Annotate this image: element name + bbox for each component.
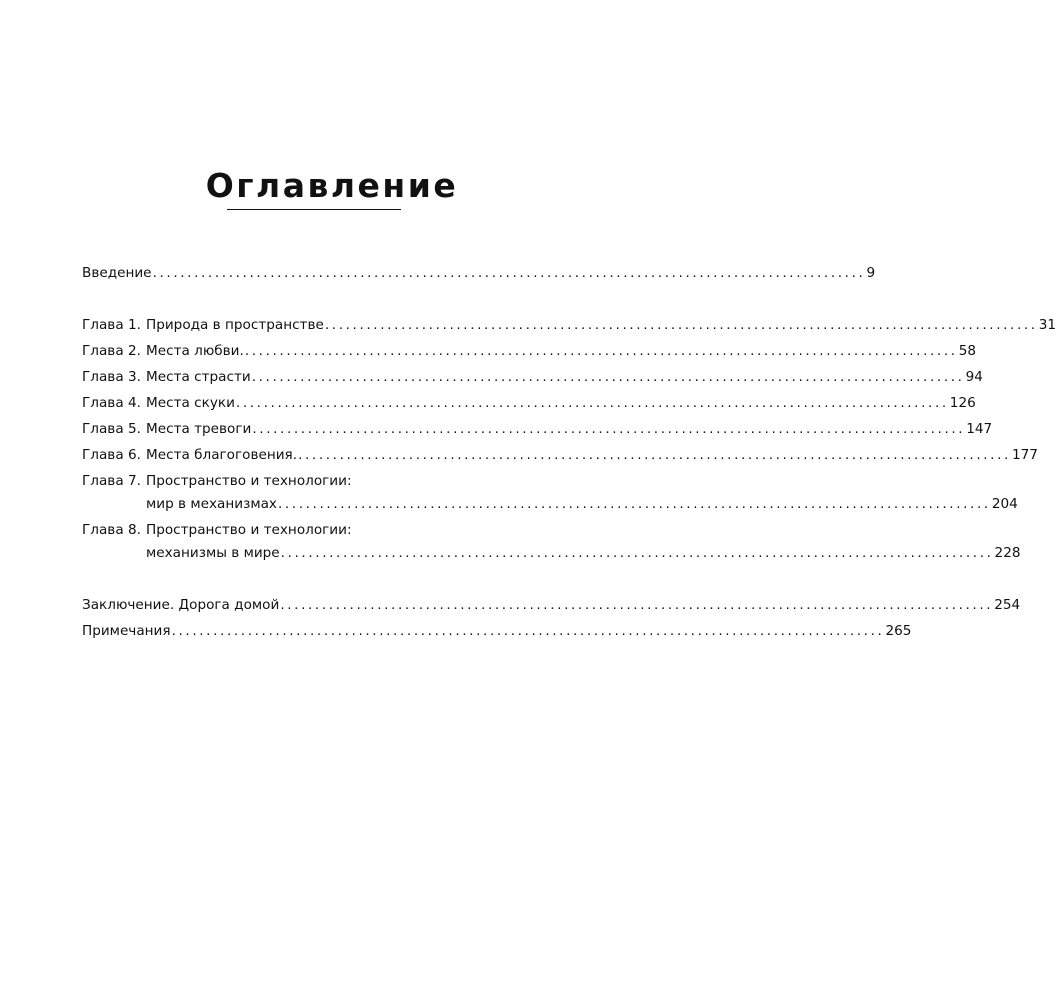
toc-entry-title: мир в механизмах xyxy=(146,496,277,512)
toc-entry-title: Примечания xyxy=(82,623,171,639)
toc-line xyxy=(146,519,544,542)
toc-page-number: 254 xyxy=(994,597,1021,613)
toc-entry-chapter-1[interactable] xyxy=(82,314,1056,337)
page-title: Оглавление xyxy=(205,166,459,205)
toc-line xyxy=(146,542,1021,565)
dot-leader: ....................................................................................................... xyxy=(152,265,866,281)
toc-entry-introduction[interactable] xyxy=(82,262,876,285)
title-underline xyxy=(227,209,401,210)
toc-entry-notes[interactable] xyxy=(82,620,912,643)
toc-page-number: 147 xyxy=(966,421,993,437)
toc-entry-chapter-8[interactable] xyxy=(82,519,1021,565)
toc-chapter-label: Глава 7. xyxy=(82,473,141,489)
toc-chapter-label: Глава 1. xyxy=(82,317,141,333)
toc-entry-title: Места тревоги xyxy=(146,421,252,437)
toc-entry-title: Заключение. Дорога домой xyxy=(82,597,280,613)
dot-leader: ....................................................................................................... xyxy=(280,597,994,613)
toc-page-number: 94 xyxy=(965,369,983,385)
toc-entry-chapter-2[interactable] xyxy=(82,340,977,363)
toc-line xyxy=(146,470,544,493)
dot-leader: ....................................................................................................... xyxy=(280,545,994,561)
toc-entry-conclusion[interactable] xyxy=(82,594,1021,617)
toc-line xyxy=(146,392,976,415)
dot-leader: ....................................................................................................... xyxy=(277,496,991,512)
toc-line xyxy=(146,444,1038,467)
toc-entry-title: Места любви. xyxy=(146,343,244,359)
dot-leader: ....................................................................................................... xyxy=(298,447,1011,463)
toc-page-number: 204 xyxy=(991,496,1018,512)
table-of-contents xyxy=(82,262,1056,643)
toc-entry-chapter-6[interactable] xyxy=(82,444,1038,467)
toc-entry-title: Места скуки xyxy=(146,395,235,411)
toc-chapter-label: Глава 3. xyxy=(82,369,141,385)
toc-line xyxy=(82,262,876,285)
toc-page-number: 58 xyxy=(958,343,977,359)
toc-line xyxy=(146,366,983,389)
toc-entry-chapter-5[interactable] xyxy=(82,418,993,441)
toc-line xyxy=(82,620,912,643)
toc-page-number: 9 xyxy=(866,265,876,281)
toc-entry-chapter-4[interactable] xyxy=(82,392,976,415)
toc-page-number: 31 xyxy=(1038,317,1056,333)
toc-entry-title: механизмы в мире xyxy=(146,545,280,561)
toc-page-number: 265 xyxy=(885,623,912,639)
dot-leader: ....................................................................................................... xyxy=(171,623,885,639)
toc-chapter-label: Глава 8. xyxy=(82,522,141,538)
dot-leader: ....................................................................................................... xyxy=(235,395,949,411)
toc-entry-chapter-3[interactable] xyxy=(82,366,983,389)
toc-chapter-label: Глава 5. xyxy=(82,421,141,437)
toc-line xyxy=(146,314,1056,337)
toc-chapter-label: Глава 6. xyxy=(82,447,141,463)
toc-line xyxy=(82,594,1021,617)
dot-leader: ....................................................................................................... xyxy=(252,421,966,437)
toc-page-number: 126 xyxy=(949,395,976,411)
dot-leader: ....................................................................................................... xyxy=(251,369,965,385)
toc-entry-chapter-7[interactable] xyxy=(82,470,1018,516)
toc-chapter-label: Глава 4. xyxy=(82,395,141,411)
dot-leader: ....................................................................................................... xyxy=(244,343,958,359)
toc-line xyxy=(146,340,977,363)
toc-entry-title-line1: Пространство и технологии: xyxy=(146,473,352,489)
toc-page-number: 177 xyxy=(1011,447,1038,463)
toc-entry-title: Места страсти xyxy=(146,369,251,385)
toc-entry-title: Введение xyxy=(82,265,152,281)
toc-entry-title: Места благоговения. xyxy=(146,447,298,463)
toc-line xyxy=(146,493,1018,516)
toc-entry-title: Природа в пространстве xyxy=(146,317,324,333)
toc-chapter-label: Глава 2. xyxy=(82,343,141,359)
dot-leader: ....................................................................................................... xyxy=(324,317,1038,333)
toc-entry-title-line1: Пространство и технологии: xyxy=(146,522,352,538)
toc-line xyxy=(146,418,993,441)
toc-page-number: 228 xyxy=(994,545,1021,561)
